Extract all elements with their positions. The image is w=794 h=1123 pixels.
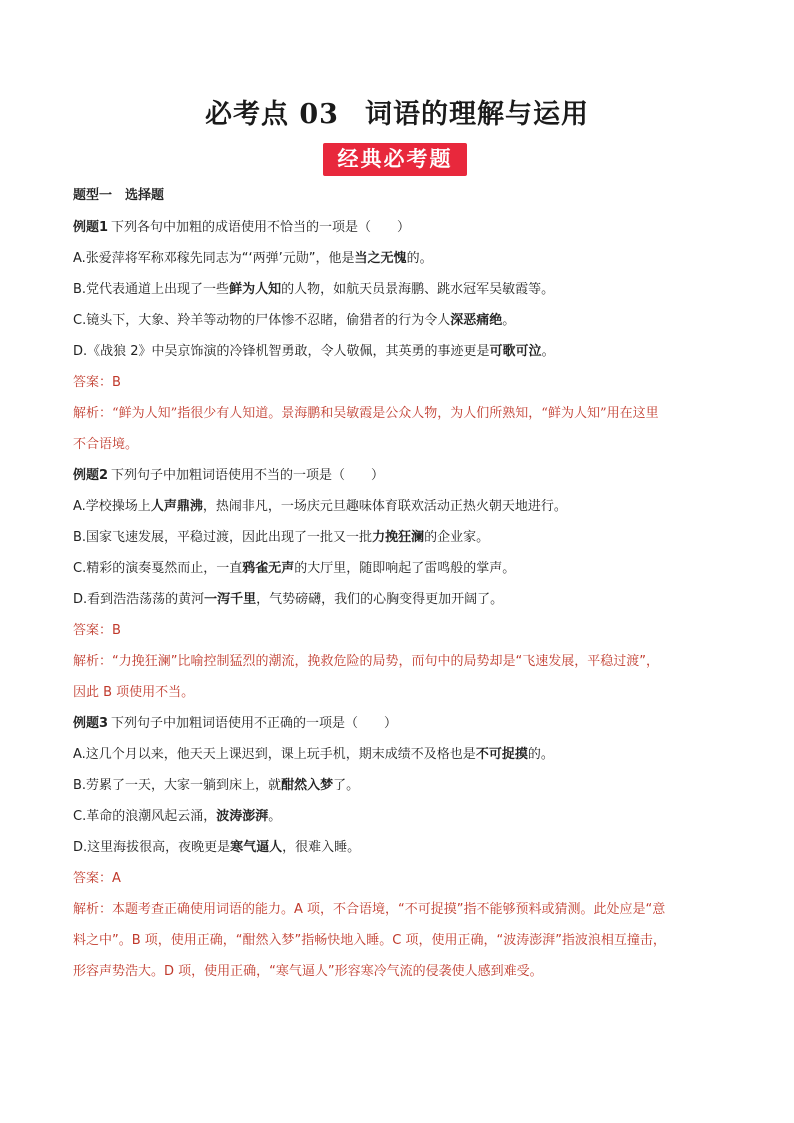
ex3-b-post: 了。 [333, 778, 360, 793]
ex1-d-bold: 可歌可泣 [489, 344, 542, 359]
ex3-analysis-line2: 料之中”。B 项，使用正确，“酣然入梦”指畅快地入睡。C 项，使用正确，“波涛澎湃”指波浪相互撞击， [73, 933, 666, 948]
ex3-b-pre: B.劳累了一天，大家一躺到床上，就 [73, 778, 282, 793]
ex2-d-pre: D.看到浩浩荡荡的黄河 [73, 592, 205, 607]
ex2-analysis-line2: 因此 B 项使用不当。 [73, 685, 195, 700]
ex3-a-pre: A.这几个月以来，他天天上课迟到，课上玩手机，期末成绩不及格也是 [73, 747, 476, 762]
ex2-d-post: ，气势磅礴，我们的心胸变得更加开阔了。 [256, 592, 504, 607]
ex1-c-pre: C.镜头下，大象、羚羊等动物的尸体惨不忍睹，偷猎者的行为令人 [73, 313, 451, 328]
ex2-option-a [73, 498, 567, 516]
section-name: 选择题 [125, 188, 165, 203]
ex2-c-bold: 鸦雀无声 [242, 561, 295, 576]
ex2-option-b [73, 529, 489, 547]
ex2-b-bold: 力挽狂澜 [372, 530, 425, 545]
ex2-d-bold: 一泻千里 [204, 592, 257, 607]
ex2-a-bold: 人声鼎沸 [150, 499, 203, 514]
ex1-d-post: 。 [541, 344, 555, 359]
ex3-a-post: 的。 [527, 747, 554, 762]
ex3-question-text: 下列句子中加粗词语使用不正确的一项是（ ） [111, 716, 398, 731]
ex3-d-bold: 寒气逼人 [230, 840, 283, 855]
ex1-analysis-line2: 不合语境。 [73, 437, 139, 452]
ex3-question [73, 715, 397, 733]
ex2-question [73, 467, 384, 485]
classic-badge: 经典必考题 [323, 143, 467, 176]
ex3-analysis-line3: 形容声势浩大。D 项，使用正确，“寒气逼人”形容寒冷气流的侵袭使人感到难受。 [73, 964, 543, 979]
ex3-option-b [73, 777, 359, 795]
ex1-option-d [73, 343, 555, 361]
ex3-d-pre: D.这里海拔很高，夜晚更是 [73, 840, 231, 855]
ex2-analysis-line1: 解析：“力挽狂澜”比喻控制猛烈的潮流，挽救危险的局势，而句中的局势却是“飞速发展，平稳过渡”， [73, 654, 659, 669]
ex2-answer: 答案：B [73, 623, 121, 638]
ex3-a-bold: 不可捉摸 [475, 747, 528, 762]
ex2-label: 例题2 [73, 468, 109, 483]
ex1-a-pre: A.张爱萍将军称邓稼先同志为“‘两弹’元勋”，他是 [73, 251, 355, 266]
ex1-question-text: 下列各句中加粗的成语使用不恰当的一项是（ ） [111, 220, 411, 235]
ex3-c-bold: 波涛澎湃 [216, 809, 269, 824]
ex1-option-c [73, 312, 515, 330]
ex1-b-post: 的人物，如航天员景海鹏、跳水冠军吴敏霞等。 [281, 282, 555, 297]
ex3-c-pre: C.革命的浪潮风起云涌， [73, 809, 217, 824]
ex2-option-c [73, 560, 515, 578]
ex2-a-post: ，热闹非凡，一场庆元旦趣味体育联欢活动正热火朝天地进行。 [202, 499, 567, 514]
ex3-d-post: ，很难入睡。 [282, 840, 361, 855]
ex3-analysis-line1: 解析：本题考查正确使用词语的能力。A 项，不合语境，“不可捉摸”指不能够预料或猜测。此处应是“意 [73, 902, 666, 917]
title-sub: 词语的理解与运用 [364, 99, 589, 130]
ex1-b-bold: 鲜为人知 [229, 282, 282, 297]
ex3-c-post: 。 [268, 809, 282, 824]
ex1-c-post: 。 [502, 313, 516, 328]
ex2-b-post: 的企业家。 [424, 530, 490, 545]
title-main: 必考点 03 [205, 99, 339, 130]
ex1-a-bold: 当之无愧 [354, 251, 407, 266]
ex2-c-post: 的大厅里，随即响起了雷鸣般的掌声。 [294, 561, 516, 576]
ex2-c-pre: C.精彩的演奏戛然而止，一直 [73, 561, 243, 576]
ex2-option-d [73, 591, 503, 609]
ex1-question [73, 219, 410, 237]
ex1-analysis-line1: 解析：“鲜为人知”指很少有人知道。景海鹏和吴敏霞是公众人物，为人们所熟知，“鲜为人知”用在这里 [73, 406, 659, 421]
ex1-c-bold: 深恶痛绝 [450, 313, 503, 328]
section-label: 题型一 [73, 188, 113, 203]
ex3-option-c [73, 808, 281, 826]
ex3-b-bold: 酣然入梦 [281, 778, 334, 793]
ex1-answer: 答案：B [73, 375, 121, 390]
ex2-b-pre: B.国家飞速发展，平稳过渡，因此出现了一批又一批 [73, 530, 373, 545]
ex1-option-a [73, 250, 433, 268]
ex3-answer: 答案：A [73, 871, 121, 886]
ex3-label: 例题3 [73, 716, 109, 731]
ex1-label: 例题1 [73, 220, 109, 235]
section-heading [73, 187, 164, 205]
ex3-option-a [73, 746, 554, 764]
ex1-d-pre: D.《战狼 2》中吴京饰演的冷锋机智勇敢，令人敬佩，其英勇的事迹更是 [73, 344, 490, 359]
ex2-question-text: 下列句子中加粗词语使用不当的一项是（ ） [111, 468, 385, 483]
ex2-a-pre: A.学校操场上 [73, 499, 151, 514]
ex1-a-post: 的。 [406, 251, 433, 266]
ex3-option-d [73, 839, 360, 857]
page-title [0, 92, 794, 131]
ex1-option-b [73, 281, 554, 299]
ex1-b-pre: B.党代表通道上出现了一些 [73, 282, 230, 297]
